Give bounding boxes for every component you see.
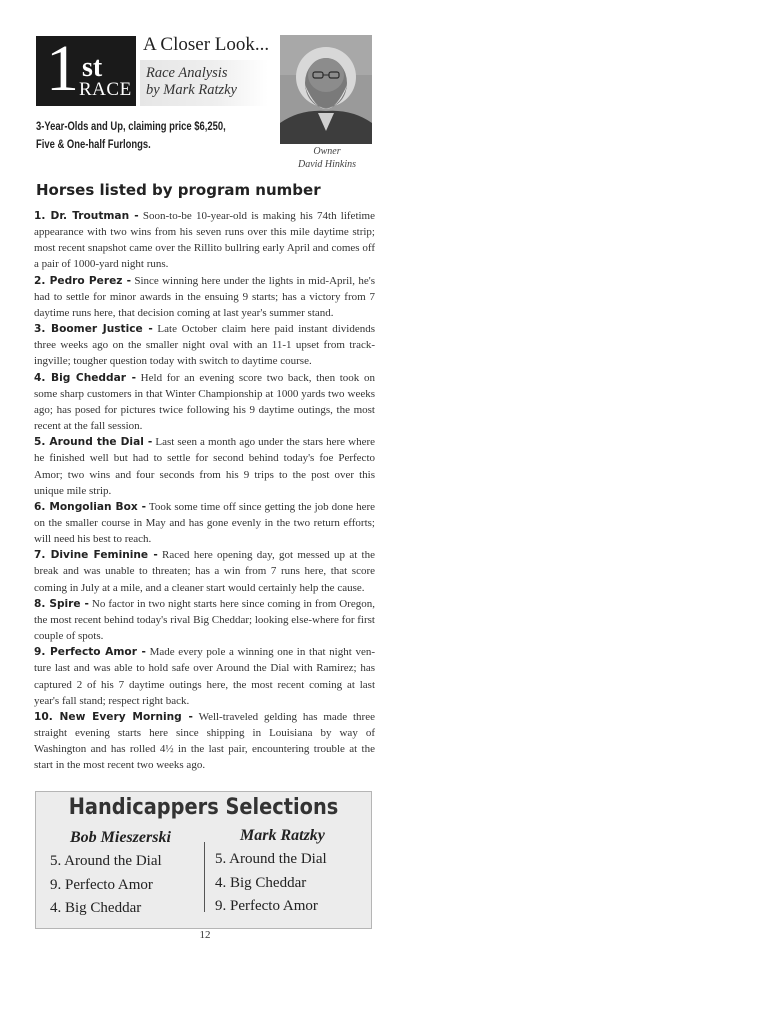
horse-name: 8. Spire - — [34, 597, 89, 610]
horse-comment: Since winning here under the lights in mid-April, he's had to settle for minor awards in the ensuing 9 starts; has a victory from 7 daytime runs here, that decision coming at last year's summer stand. — [34, 274, 375, 319]
selections-title: Handicappers Selections — [68, 795, 339, 820]
race-analysis-byline — [140, 60, 268, 106]
horse-entry — [34, 370, 375, 435]
horse-entries — [34, 208, 375, 773]
horse-entry — [34, 709, 375, 774]
horse-entry — [34, 596, 375, 644]
selection-pick: 4. Big Cheddar — [215, 874, 307, 891]
horse-name: 2. Pedro Perez - — [34, 274, 132, 287]
selection-pick: 5. Around the Dial — [50, 853, 162, 869]
horse-comment: Soon-to-be 10-year-old is making his 74th lifetime appearance with two wins from his seven runs over this mile daytime strip; most recent snapshot came over the Rillito bullring early April and comes off a pair of 1000-yard night runs. — [34, 210, 375, 271]
handicapper-column-right — [212, 824, 372, 919]
selection-pick: 9. Perfecto Amor — [215, 898, 318, 914]
selection-pick: 5. Around the Dial — [215, 851, 327, 867]
horse-name: 4. Big Cheddar - — [34, 371, 136, 384]
photo-caption — [282, 145, 372, 171]
horse-name: 5. Around the Dial - — [34, 436, 153, 449]
horse-entry — [34, 321, 375, 369]
horse-comment: Took some time off since getting the job done here on the smaller course in May and has gone evenly in the two return efforts; will need his best to reach. — [34, 500, 375, 546]
selection-pick: 9. Perfecto Amor — [50, 876, 153, 893]
analysis-author: by Mark Ratzky — [146, 82, 237, 98]
race-number: 1 — [46, 32, 77, 105]
horse-entry — [34, 208, 375, 273]
horse-comment: Made every pole a winning one in that night ven-ture last and was able to hold safe over Around the Dial with Ramirez; has captured 2 of his 7 daytime outings here, the most recent coming at last year's fall stand; respect right back. — [34, 646, 376, 707]
race-conditions — [36, 118, 233, 154]
handicappers-selections-box — [35, 791, 372, 929]
race-conditions-line: Five & One-half Furlongs. — [36, 139, 151, 151]
horse-entry — [34, 499, 375, 547]
horse-name: 10. New Every Morning - — [34, 710, 193, 723]
section-heading: Horses listed by program number — [36, 181, 321, 199]
horse-name: 7. Divine Feminine - — [34, 549, 158, 562]
horse-comment: No factor in two night starts here since coming in from Oregon, the most recent behind today's rival Big Cheddar; looking else-where for first couple of spots. — [34, 597, 375, 643]
horse-name: 9. Perfecto Amor - — [34, 646, 146, 659]
handicapper-column-left — [44, 826, 204, 921]
page-number: 12 — [199, 929, 211, 941]
horse-comment: Last seen a month ago under the stars here where he finished well but had to settle for second behind today's foe Perfecto Amor; two wins and four seconds from his 9 trips to the post over this unique mile strip. — [34, 436, 375, 497]
feature-title: A Closer Look... — [143, 34, 270, 55]
horse-entry — [34, 547, 375, 595]
horse-name: 3. Boomer Justice - — [34, 323, 153, 336]
owner-portrait-image — [280, 35, 372, 144]
owner-photo — [280, 35, 372, 144]
photo-caption-role: Owner — [313, 146, 341, 157]
horse-comment: Held for an evening score two back, then took on some sharp customers in that Winter Championship at 1000 yards two weeks ago; has posed for pictures twice following his 9 daytime outings, the most recent at the fall session. — [34, 371, 375, 433]
horse-entry — [34, 644, 375, 709]
horse-entry — [34, 434, 375, 499]
horse-entry — [34, 273, 375, 321]
race-conditions-line: 3-Year-Olds and Up, claiming price $6,250, — [36, 121, 226, 133]
column-divider — [204, 842, 205, 912]
handicapper-name: Mark Ratzky — [240, 827, 325, 844]
horse-comment: Late October claim here paid instant dividends three weeks ago on the smaller night oval with an 11-1 upset from track-ingville; tougher question today with switch to daytime course. — [34, 323, 375, 368]
horse-name: 6. Mongolian Box - — [34, 500, 147, 513]
horse-name: 1. Dr. Troutman - — [34, 210, 139, 222]
analysis-label: Race Analysis — [146, 65, 228, 81]
handicapper-name: Bob Mieszerski — [70, 829, 171, 846]
photo-caption-name: David Hinkins — [297, 159, 357, 170]
horse-comment: Well-traveled gelding has made three straight evening starts here since shipping in Louisiana by way of Washington and has rolled 4½ in the last pair, encountering trouble at the start in the most recent two weeks ago. — [34, 710, 375, 772]
selection-pick: 4. Big Cheddar — [50, 900, 142, 916]
race-number-badge — [36, 32, 136, 106]
horse-comment: Raced here opening day, got messed up at the break and was unable to threaten; has a win from 7 runs here, that score coming in July at a mile, and a cleaner start would certainly help the cause. — [34, 549, 375, 594]
race-number-suffix: st — [82, 52, 103, 83]
race-label: RACE — [79, 79, 132, 100]
